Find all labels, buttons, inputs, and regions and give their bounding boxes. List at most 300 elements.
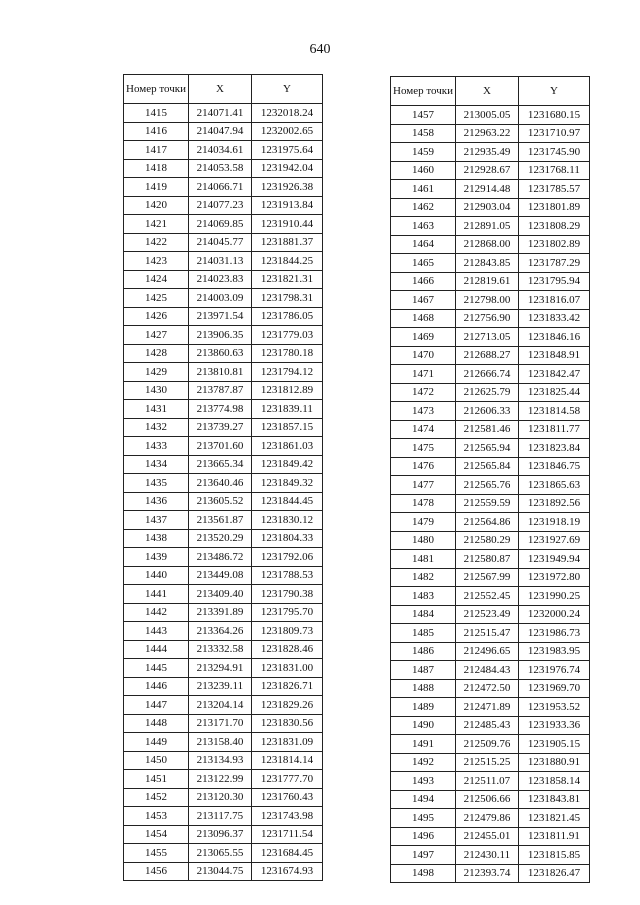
- table-row: [391, 161, 590, 180]
- table-row: [391, 568, 590, 587]
- cell-point-number: 1493: [391, 772, 456, 791]
- table-row: [391, 827, 590, 846]
- table-row: [391, 254, 590, 273]
- cell-x: 213561.87: [188, 511, 251, 530]
- coordinates-table-right: [390, 76, 590, 883]
- cell-y: 1231949.94: [518, 550, 589, 569]
- cell-x: 213971.54: [188, 307, 251, 326]
- table-row: [391, 735, 590, 754]
- cell-point-number: 1423: [124, 252, 189, 271]
- cell-y: 1231857.15: [251, 418, 322, 437]
- cell-x: 212393.74: [455, 864, 518, 883]
- cell-point-number: 1445: [124, 659, 189, 678]
- cell-y: 1231823.84: [518, 439, 589, 458]
- cell-y: 1231861.03: [251, 437, 322, 456]
- cell-x: 213332.58: [188, 640, 251, 659]
- cell-y: 1231786.05: [251, 307, 322, 326]
- cell-x: 212484.43: [455, 661, 518, 680]
- cell-x: 212496.65: [455, 642, 518, 661]
- cell-x: 212515.47: [455, 624, 518, 643]
- table-row: [391, 272, 590, 291]
- cell-x: 212935.49: [455, 143, 518, 162]
- cell-point-number: 1431: [124, 400, 189, 419]
- cell-point-number: 1451: [124, 770, 189, 789]
- table-row: [124, 566, 323, 585]
- cell-y: 1231801.89: [518, 198, 589, 217]
- cell-x: 213117.75: [188, 807, 251, 826]
- coordinates-table-left: [123, 74, 323, 881]
- table-row: [391, 790, 590, 809]
- table-row: [391, 124, 590, 143]
- table-row: [124, 233, 323, 252]
- table-row: [391, 642, 590, 661]
- cell-point-number: 1482: [391, 568, 456, 587]
- cell-point-number: 1496: [391, 827, 456, 846]
- table-row: [391, 624, 590, 643]
- cell-x: 213739.27: [188, 418, 251, 437]
- cell-point-number: 1446: [124, 677, 189, 696]
- table-row: [124, 825, 323, 844]
- table-header-row: [391, 77, 590, 106]
- cell-point-number: 1475: [391, 439, 456, 458]
- cell-y: 1231798.31: [251, 289, 322, 308]
- cell-point-number: 1436: [124, 492, 189, 511]
- cell-x: 212472.50: [455, 679, 518, 698]
- cell-y: 1231779.03: [251, 326, 322, 345]
- cell-y: 1231830.56: [251, 714, 322, 733]
- cell-x: 213122.99: [188, 770, 251, 789]
- cell-x: 212485.43: [455, 716, 518, 735]
- cell-point-number: 1490: [391, 716, 456, 735]
- cell-x: 213065.55: [188, 844, 251, 863]
- cell-point-number: 1420: [124, 196, 189, 215]
- cell-y: 1231802.89: [518, 235, 589, 254]
- cell-y: 1231831.00: [251, 659, 322, 678]
- cell-x: 213787.87: [188, 381, 251, 400]
- cell-x: 214066.71: [188, 178, 251, 197]
- table-row: [391, 698, 590, 717]
- cell-y: 1231833.42: [518, 309, 589, 328]
- cell-x: 212471.89: [455, 698, 518, 717]
- cell-y: 1231804.33: [251, 529, 322, 548]
- cell-y: 1231881.37: [251, 233, 322, 252]
- cell-point-number: 1449: [124, 733, 189, 752]
- cell-y: 1231829.26: [251, 696, 322, 715]
- cell-point-number: 1456: [124, 862, 189, 881]
- cell-x: 212523.49: [455, 605, 518, 624]
- cell-x: 213096.37: [188, 825, 251, 844]
- cell-point-number: 1463: [391, 217, 456, 236]
- cell-point-number: 1432: [124, 418, 189, 437]
- cell-x: 213605.52: [188, 492, 251, 511]
- header-y: Y: [518, 77, 589, 106]
- table-row: [124, 585, 323, 604]
- table-body-left: [124, 104, 323, 881]
- cell-point-number: 1442: [124, 603, 189, 622]
- table-row: [391, 235, 590, 254]
- cell-point-number: 1467: [391, 291, 456, 310]
- cell-x: 212567.99: [455, 568, 518, 587]
- table-row: [124, 381, 323, 400]
- cell-point-number: 1480: [391, 531, 456, 550]
- cell-y: 1231760.43: [251, 788, 322, 807]
- cell-y: 1232018.24: [251, 104, 322, 123]
- table-row: [391, 365, 590, 384]
- cell-y: 1231844.25: [251, 252, 322, 271]
- table-row: [391, 420, 590, 439]
- cell-y: 1231809.73: [251, 622, 322, 641]
- cell-y: 1231811.77: [518, 420, 589, 439]
- cell-point-number: 1447: [124, 696, 189, 715]
- cell-x: 212506.66: [455, 790, 518, 809]
- cell-y: 1231811.91: [518, 827, 589, 846]
- cell-x: 213810.81: [188, 363, 251, 382]
- cell-point-number: 1416: [124, 122, 189, 141]
- cell-y: 1231842.47: [518, 365, 589, 384]
- table-row: [391, 550, 590, 569]
- cell-point-number: 1485: [391, 624, 456, 643]
- cell-x: 212798.00: [455, 291, 518, 310]
- cell-x: 212756.90: [455, 309, 518, 328]
- table-row: [124, 252, 323, 271]
- cell-y: 1231858.14: [518, 772, 589, 791]
- cell-y: 1232002.65: [251, 122, 322, 141]
- table-row: [124, 844, 323, 863]
- table-row: [124, 289, 323, 308]
- table-row: [391, 383, 590, 402]
- cell-y: 1231846.16: [518, 328, 589, 347]
- cell-point-number: 1460: [391, 161, 456, 180]
- cell-point-number: 1415: [124, 104, 189, 123]
- table-row: [391, 198, 590, 217]
- cell-x: 212688.27: [455, 346, 518, 365]
- cell-x: 214034.61: [188, 141, 251, 160]
- cell-point-number: 1486: [391, 642, 456, 661]
- cell-point-number: 1426: [124, 307, 189, 326]
- table-row: [124, 603, 323, 622]
- table-row: [124, 474, 323, 493]
- cell-point-number: 1438: [124, 529, 189, 548]
- cell-y: 1231826.71: [251, 677, 322, 696]
- page-number: 640: [309, 42, 331, 57]
- cell-y: 1231711.54: [251, 825, 322, 844]
- cell-point-number: 1430: [124, 381, 189, 400]
- cell-y: 1231825.44: [518, 383, 589, 402]
- cell-point-number: 1470: [391, 346, 456, 365]
- cell-x: 212455.01: [455, 827, 518, 846]
- table-row: [124, 622, 323, 641]
- cell-y: 1231780.18: [251, 344, 322, 363]
- cell-y: 1231812.89: [251, 381, 322, 400]
- cell-x: 212552.45: [455, 587, 518, 606]
- header-y: Y: [251, 75, 322, 104]
- table-row: [124, 159, 323, 178]
- table-row: [391, 587, 590, 606]
- cell-x: 212868.00: [455, 235, 518, 254]
- cell-point-number: 1434: [124, 455, 189, 474]
- cell-point-number: 1439: [124, 548, 189, 567]
- cell-x: 214077.23: [188, 196, 251, 215]
- cell-y: 1231910.44: [251, 215, 322, 234]
- cell-point-number: 1471: [391, 365, 456, 384]
- table-header-row: [124, 75, 323, 104]
- cell-y: 1231826.47: [518, 864, 589, 883]
- cell-y: 1231849.32: [251, 474, 322, 493]
- table-row: [391, 679, 590, 698]
- cell-point-number: 1468: [391, 309, 456, 328]
- table-row: [391, 180, 590, 199]
- cell-x: 213171.70: [188, 714, 251, 733]
- cell-point-number: 1458: [391, 124, 456, 143]
- cell-x: 214045.77: [188, 233, 251, 252]
- cell-y: 1231942.04: [251, 159, 322, 178]
- table-row: [391, 846, 590, 865]
- cell-point-number: 1491: [391, 735, 456, 754]
- table-row: [124, 215, 323, 234]
- table-row: [124, 326, 323, 345]
- cell-x: 213158.40: [188, 733, 251, 752]
- cell-y: 1231821.31: [251, 270, 322, 289]
- cell-x: 213409.40: [188, 585, 251, 604]
- cell-y: 1231821.45: [518, 809, 589, 828]
- cell-point-number: 1450: [124, 751, 189, 770]
- cell-point-number: 1448: [124, 714, 189, 733]
- cell-y: 1231990.25: [518, 587, 589, 606]
- cell-point-number: 1437: [124, 511, 189, 530]
- cell-y: 1231918.19: [518, 513, 589, 532]
- cell-y: 1231831.09: [251, 733, 322, 752]
- cell-point-number: 1417: [124, 141, 189, 160]
- cell-x: 212903.04: [455, 198, 518, 217]
- table-row: [124, 640, 323, 659]
- cell-point-number: 1429: [124, 363, 189, 382]
- cell-x: 213294.91: [188, 659, 251, 678]
- table-row: [124, 196, 323, 215]
- table-row: [391, 439, 590, 458]
- cell-point-number: 1466: [391, 272, 456, 291]
- table-row: [391, 772, 590, 791]
- cell-point-number: 1461: [391, 180, 456, 199]
- cell-x: 212914.48: [455, 180, 518, 199]
- cell-y: 1231983.95: [518, 642, 589, 661]
- table-row: [124, 104, 323, 123]
- cell-x: 212843.85: [455, 254, 518, 273]
- cell-point-number: 1498: [391, 864, 456, 883]
- cell-y: 1231849.42: [251, 455, 322, 474]
- table-row: [124, 733, 323, 752]
- table-row: [124, 659, 323, 678]
- table-row: [124, 511, 323, 530]
- cell-x: 212564.86: [455, 513, 518, 532]
- cell-point-number: 1440: [124, 566, 189, 585]
- cell-point-number: 1489: [391, 698, 456, 717]
- cell-x: 212515.25: [455, 753, 518, 772]
- cell-point-number: 1492: [391, 753, 456, 772]
- cell-point-number: 1478: [391, 494, 456, 513]
- table-body-right: [391, 106, 590, 883]
- header-point-number: Номер точки: [124, 75, 189, 104]
- cell-y: 1231839.11: [251, 400, 322, 419]
- cell-x: 213449.08: [188, 566, 251, 585]
- cell-x: 212666.74: [455, 365, 518, 384]
- cell-x: 213906.35: [188, 326, 251, 345]
- cell-x: 214071.41: [188, 104, 251, 123]
- table-row: [391, 346, 590, 365]
- cell-point-number: 1441: [124, 585, 189, 604]
- cell-x: 213701.60: [188, 437, 251, 456]
- cell-x: 212565.94: [455, 439, 518, 458]
- cell-point-number: 1495: [391, 809, 456, 828]
- cell-y: 1231674.93: [251, 862, 322, 881]
- header-point-number: Номер точки: [391, 77, 456, 106]
- cell-point-number: 1418: [124, 159, 189, 178]
- table-row: [124, 492, 323, 511]
- cell-point-number: 1469: [391, 328, 456, 347]
- cell-x: 213044.75: [188, 862, 251, 881]
- cell-y: 1231933.36: [518, 716, 589, 735]
- cell-point-number: 1422: [124, 233, 189, 252]
- cell-point-number: 1444: [124, 640, 189, 659]
- cell-x: 212713.05: [455, 328, 518, 347]
- cell-x: 214047.94: [188, 122, 251, 141]
- table-row: [124, 437, 323, 456]
- cell-point-number: 1453: [124, 807, 189, 826]
- cell-x: 213120.30: [188, 788, 251, 807]
- table-row: [124, 141, 323, 160]
- cell-y: 1231892.56: [518, 494, 589, 513]
- table-row: [391, 513, 590, 532]
- cell-x: 212580.29: [455, 531, 518, 550]
- table-row: [391, 291, 590, 310]
- cell-x: 213204.14: [188, 696, 251, 715]
- cell-x: 213391.89: [188, 603, 251, 622]
- cell-y: 1231905.15: [518, 735, 589, 754]
- table-row: [391, 531, 590, 550]
- cell-x: 213860.63: [188, 344, 251, 363]
- cell-x: 213134.93: [188, 751, 251, 770]
- cell-point-number: 1424: [124, 270, 189, 289]
- cell-y: 1231953.52: [518, 698, 589, 717]
- cell-y: 1231830.12: [251, 511, 322, 530]
- cell-point-number: 1465: [391, 254, 456, 273]
- cell-x: 213640.46: [188, 474, 251, 493]
- cell-y: 1231848.91: [518, 346, 589, 365]
- cell-x: 212819.61: [455, 272, 518, 291]
- cell-y: 1231794.12: [251, 363, 322, 382]
- table-row: [124, 455, 323, 474]
- cell-point-number: 1433: [124, 437, 189, 456]
- table-row: [391, 328, 590, 347]
- cell-y: 1231927.69: [518, 531, 589, 550]
- cell-x: 212430.11: [455, 846, 518, 865]
- cell-y: 1231743.98: [251, 807, 322, 826]
- table-row: [391, 106, 590, 125]
- cell-point-number: 1483: [391, 587, 456, 606]
- table-row: [124, 363, 323, 382]
- cell-point-number: 1443: [124, 622, 189, 641]
- cell-x: 212891.05: [455, 217, 518, 236]
- cell-x: 212559.59: [455, 494, 518, 513]
- cell-x: 212511.07: [455, 772, 518, 791]
- cell-point-number: 1428: [124, 344, 189, 363]
- cell-point-number: 1479: [391, 513, 456, 532]
- table-row: [124, 307, 323, 326]
- cell-point-number: 1435: [124, 474, 189, 493]
- table-row: [124, 122, 323, 141]
- cell-point-number: 1421: [124, 215, 189, 234]
- cell-y: 1231795.70: [251, 603, 322, 622]
- cell-y: 1231814.58: [518, 402, 589, 421]
- cell-point-number: 1481: [391, 550, 456, 569]
- cell-x: 214031.13: [188, 252, 251, 271]
- header-x: X: [455, 77, 518, 106]
- cell-point-number: 1454: [124, 825, 189, 844]
- table-row: [391, 605, 590, 624]
- cell-y: 1231768.11: [518, 161, 589, 180]
- cell-y: 1231913.84: [251, 196, 322, 215]
- cell-y: 1231745.90: [518, 143, 589, 162]
- cell-y: 1231785.57: [518, 180, 589, 199]
- cell-y: 1231680.15: [518, 106, 589, 125]
- table-row: [124, 807, 323, 826]
- cell-x: 212625.79: [455, 383, 518, 402]
- cell-x: 212606.33: [455, 402, 518, 421]
- cell-x: 213665.34: [188, 455, 251, 474]
- cell-x: 212565.84: [455, 457, 518, 476]
- cell-point-number: 1473: [391, 402, 456, 421]
- table-row: [391, 309, 590, 328]
- cell-point-number: 1459: [391, 143, 456, 162]
- table-row: [391, 457, 590, 476]
- cell-point-number: 1455: [124, 844, 189, 863]
- cell-y: 1231808.29: [518, 217, 589, 236]
- cell-y: 1231975.64: [251, 141, 322, 160]
- cell-point-number: 1464: [391, 235, 456, 254]
- cell-point-number: 1452: [124, 788, 189, 807]
- cell-point-number: 1462: [391, 198, 456, 217]
- table-row: [391, 476, 590, 495]
- cell-y: 1231880.91: [518, 753, 589, 772]
- cell-point-number: 1477: [391, 476, 456, 495]
- cell-x: 213364.26: [188, 622, 251, 641]
- table-row: [124, 770, 323, 789]
- cell-point-number: 1472: [391, 383, 456, 402]
- cell-y: 1231926.38: [251, 178, 322, 197]
- cell-x: 212565.76: [455, 476, 518, 495]
- cell-point-number: 1457: [391, 106, 456, 125]
- cell-x: 212581.46: [455, 420, 518, 439]
- cell-y: 1231787.29: [518, 254, 589, 273]
- cell-y: 1231969.70: [518, 679, 589, 698]
- cell-y: 1231777.70: [251, 770, 322, 789]
- cell-y: 1231844.45: [251, 492, 322, 511]
- cell-x: 213774.98: [188, 400, 251, 419]
- cell-x: 212963.22: [455, 124, 518, 143]
- table-row: [124, 677, 323, 696]
- cell-y: 1231816.07: [518, 291, 589, 310]
- cell-x: 214069.85: [188, 215, 251, 234]
- table-row: [391, 143, 590, 162]
- table-row: [391, 809, 590, 828]
- cell-point-number: 1484: [391, 605, 456, 624]
- cell-x: 212509.76: [455, 735, 518, 754]
- cell-point-number: 1488: [391, 679, 456, 698]
- table-row: [124, 344, 323, 363]
- cell-point-number: 1427: [124, 326, 189, 345]
- cell-point-number: 1476: [391, 457, 456, 476]
- cell-y: 1231865.63: [518, 476, 589, 495]
- cell-y: 1231684.45: [251, 844, 322, 863]
